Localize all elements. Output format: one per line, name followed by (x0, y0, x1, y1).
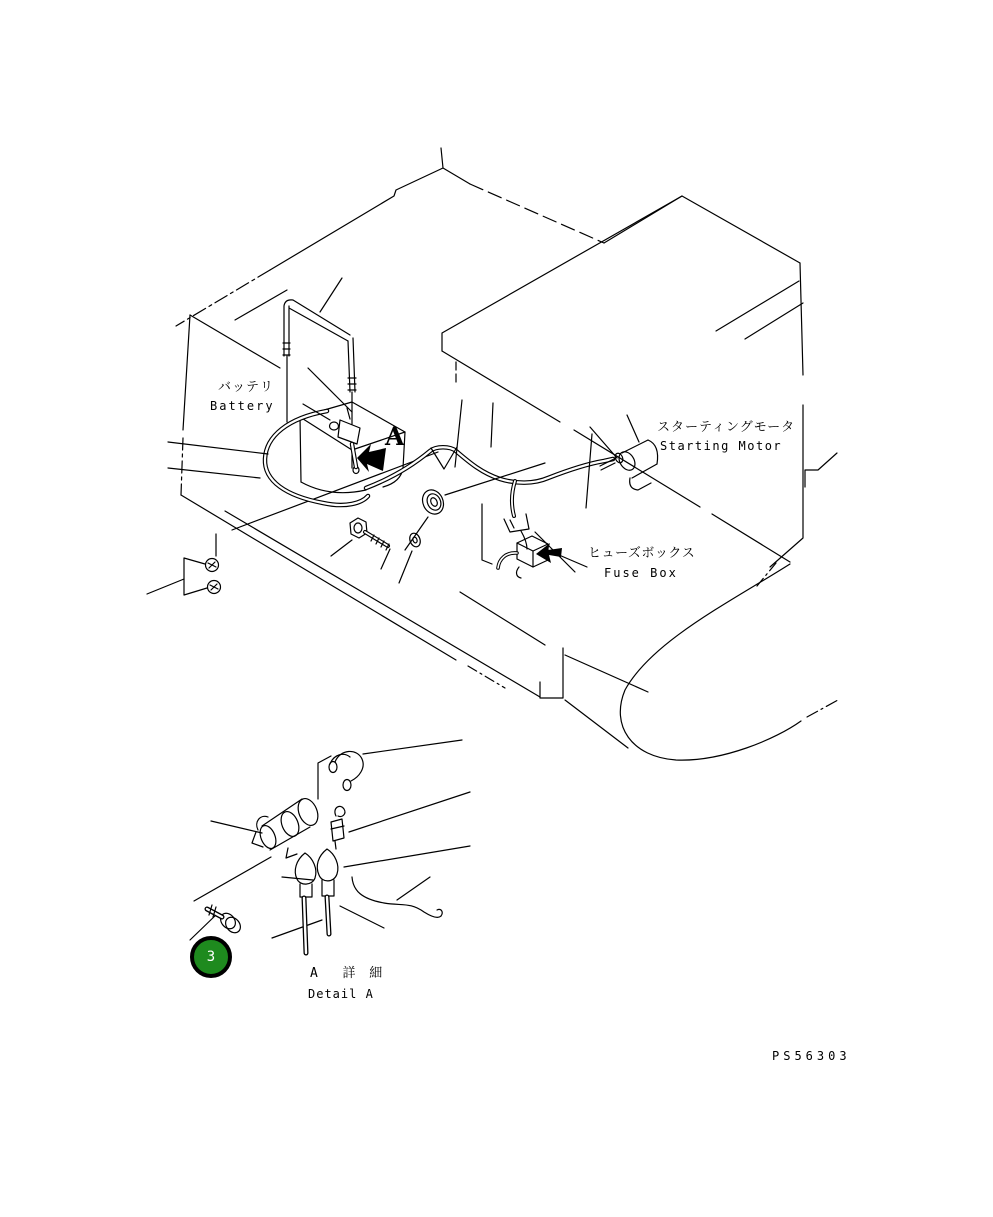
part-callout-3-number: 3 (206, 949, 216, 965)
mount-bracket-line (482, 504, 492, 564)
terminal-stud (331, 806, 345, 849)
starting-motor-label-en: Starting Motor (660, 439, 783, 453)
battery-label-en: Battery (210, 399, 275, 413)
bolt-part (331, 518, 390, 569)
detail-a-view (190, 740, 470, 953)
detail-a-label-en: Detail A (308, 987, 374, 1001)
wire-clip (504, 514, 575, 572)
battery (283, 300, 405, 493)
detail-bolt-part (207, 905, 243, 936)
leader-lines-main (168, 278, 352, 478)
view-arrow (357, 444, 386, 472)
drawing-code: PS56303 (772, 1049, 851, 1063)
view-arrow-letter: A (385, 422, 405, 451)
washer-part (399, 532, 422, 583)
part-callout-3[interactable] (190, 936, 232, 978)
nuts-part (147, 534, 221, 595)
detail-starting-motor (252, 796, 322, 858)
machine-outline (176, 148, 838, 760)
fuse-box-label-ja: ヒューズボックス (588, 546, 696, 561)
wire-loop-part (329, 751, 363, 790)
track-outline (620, 564, 838, 760)
detail-a-label-ja: A 詳 細 (310, 966, 386, 981)
starting-motor-label-ja: スターティングモータ (657, 420, 796, 435)
terminal-boots (295, 849, 338, 953)
battery-label-ja: バッテリ (218, 380, 275, 395)
fuse-box-label-en: Fuse Box (604, 566, 678, 580)
detail-wire (352, 877, 442, 917)
fuse-box-part (498, 536, 548, 578)
